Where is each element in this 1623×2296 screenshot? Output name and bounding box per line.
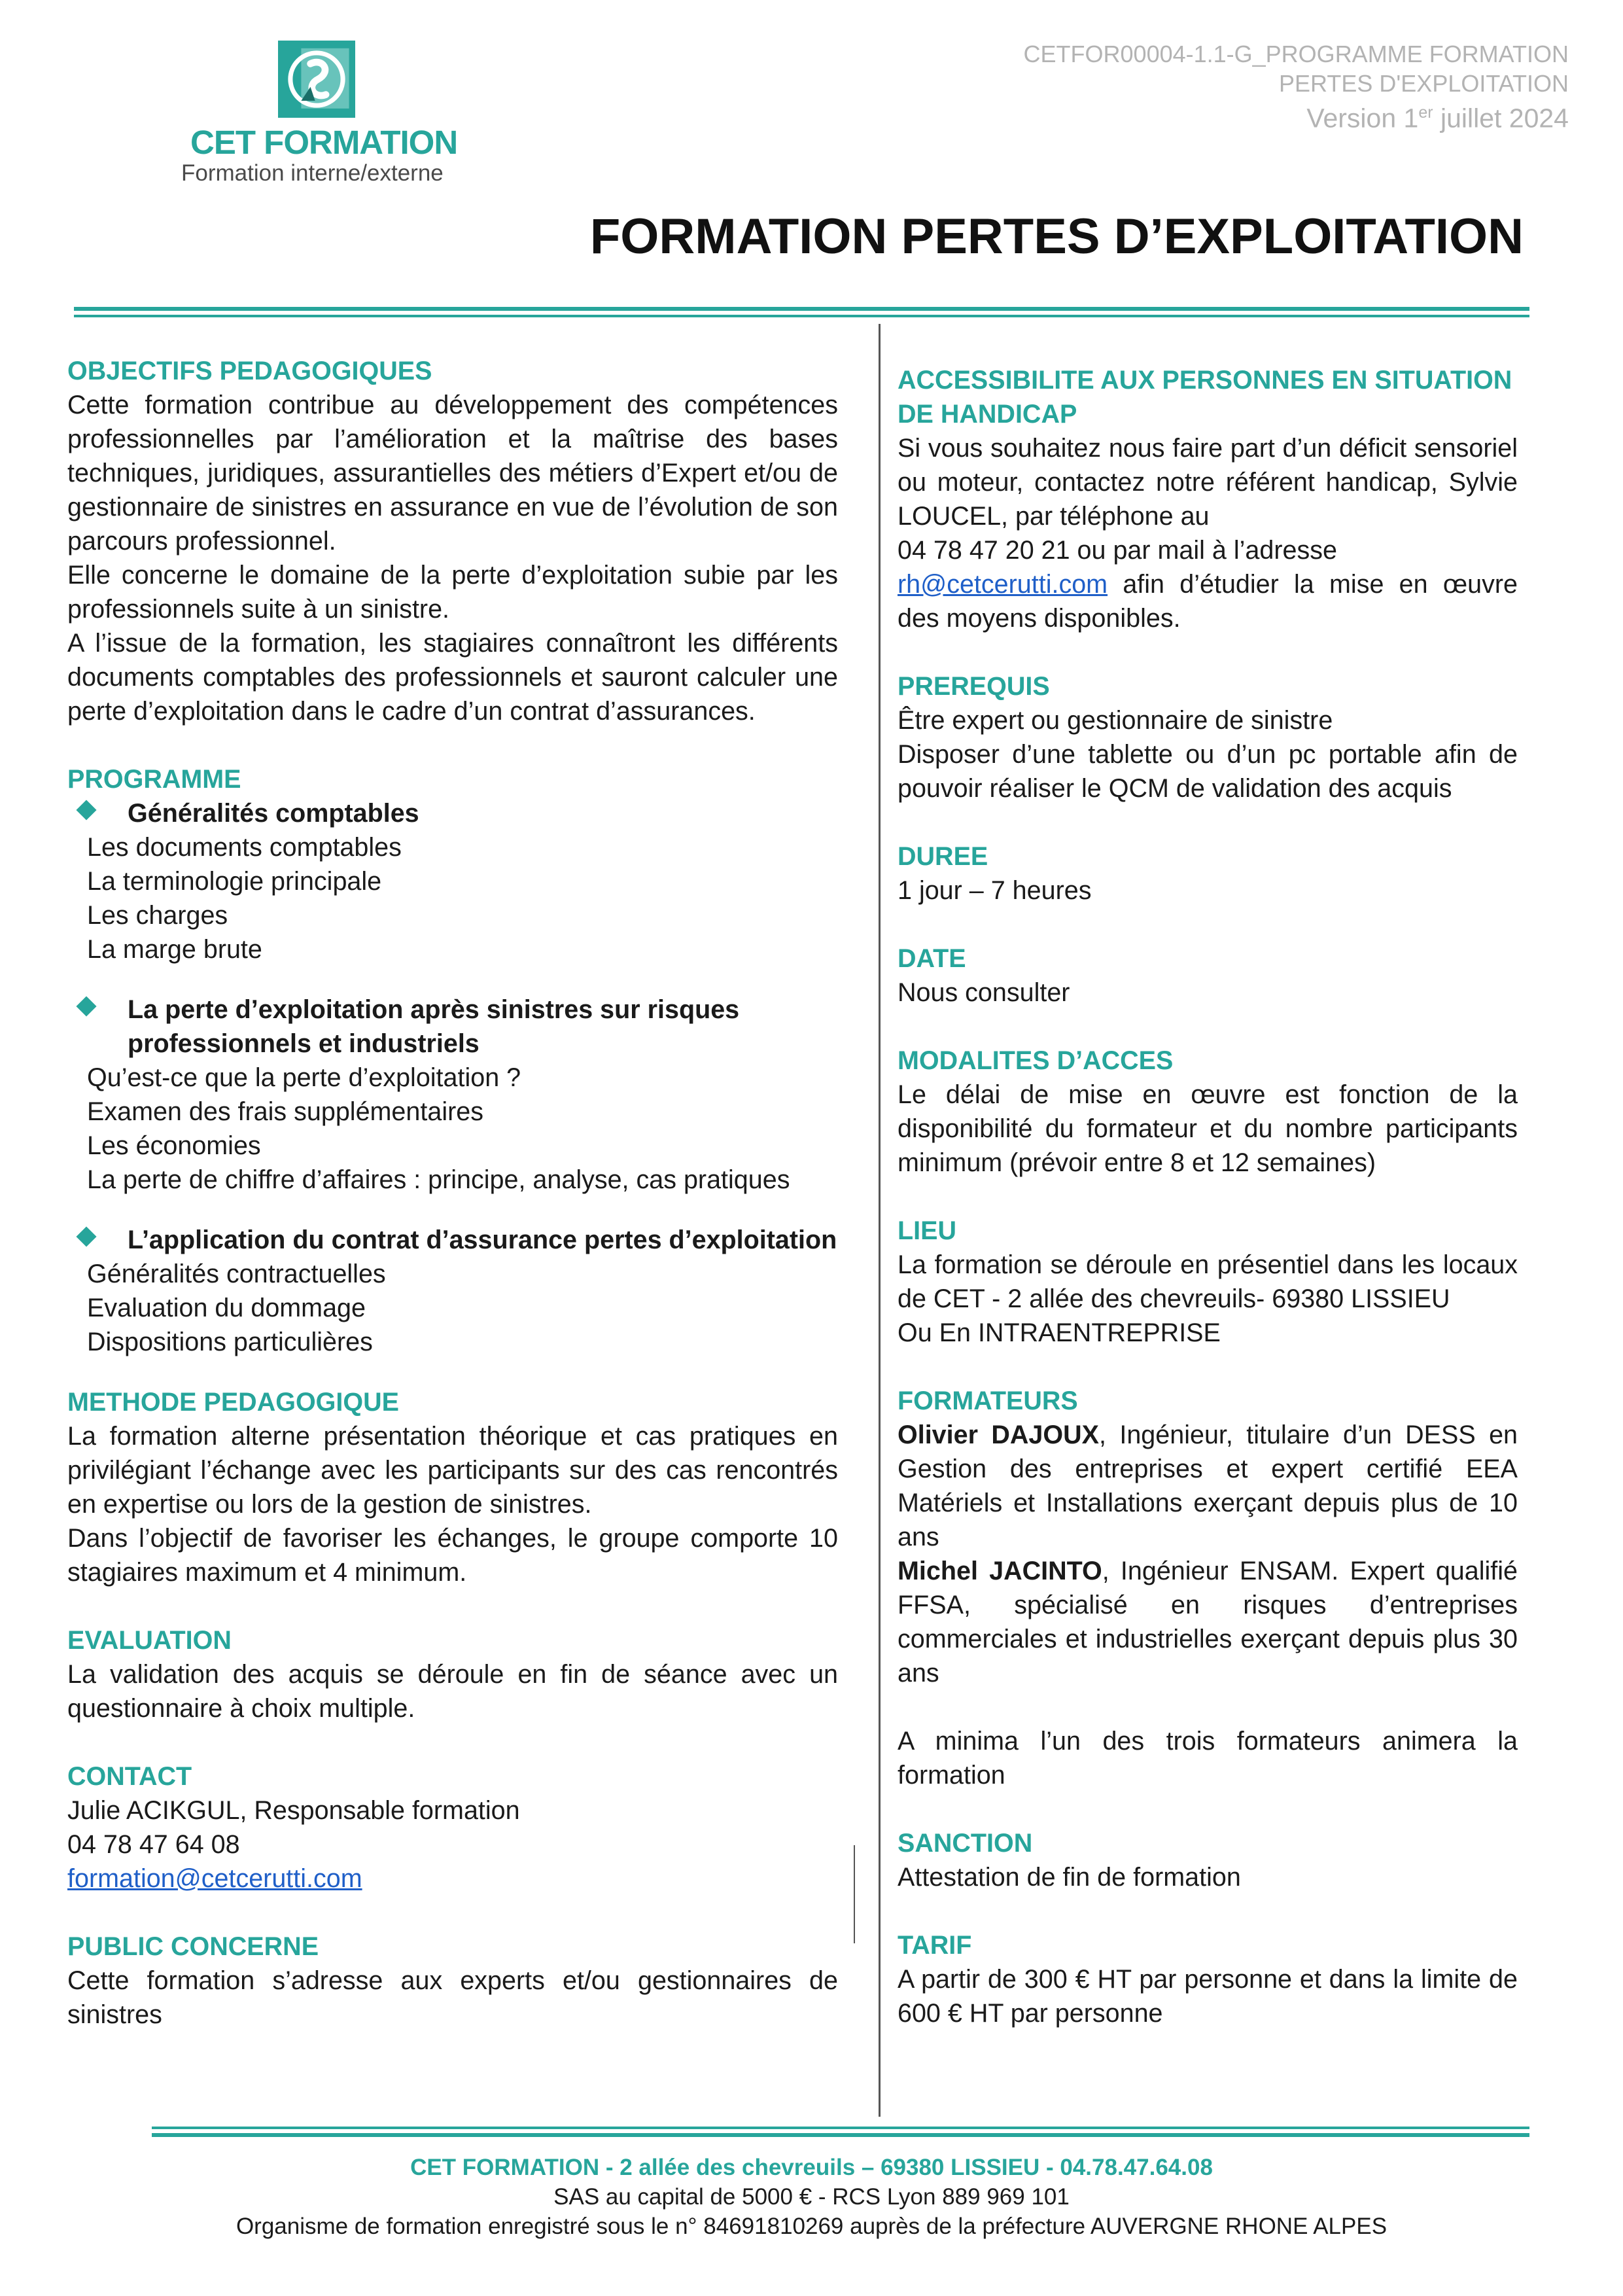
list-item: Les documents comptables — [87, 833, 402, 862]
tarif-heading: TARIF — [898, 1931, 972, 1960]
list-item: Les charges — [87, 901, 228, 930]
programme-title-text: La perte d’exploitation après sinistres sur risques professionnels et industriels — [128, 995, 740, 1058]
section-formateurs — [898, 1384, 1518, 1792]
diamond-bullet-icon — [76, 996, 96, 1016]
list-item: Evaluation du dommage — [87, 1294, 366, 1322]
formateur-1-text: , Ingénieur, titulaire d’un DESS en Gestion des entreprises et expert certifié EEA Matériels et Installations exerçant depuis plus de 10 ans — [898, 1421, 1518, 1551]
methode-paragraph-1: La formation alterne présentation théorique et cas pratiques en privilégiant l’échange avec les participants sur des cas rencontrés en expertise ou lors de la gestion de sinistres. — [67, 1422, 838, 1519]
duree-value: 1 jour – 7 heures — [898, 876, 1092, 905]
formateurs-heading: FORMATEURS — [898, 1386, 1078, 1415]
accessibilite-text: afin d’étudier la mise en œuvre des moyens disponibles. — [898, 570, 1518, 633]
section-programme — [67, 762, 838, 1359]
left-column — [67, 354, 838, 2066]
cet-logo-icon — [278, 41, 355, 118]
contact-phone: 04 78 47 64 08 — [67, 1830, 240, 1859]
programme-block — [67, 796, 838, 966]
footer-rule-top — [152, 2127, 1529, 2129]
page-title: FORMATION PERTES D’EXPLOITATION — [589, 209, 1524, 264]
version-prefix: Version 1 — [1306, 103, 1419, 133]
methode-heading: METHODE PEDAGOGIQUE — [67, 1388, 399, 1417]
company-logo — [173, 41, 461, 191]
footer-line-3: Organisme de formation enregistré sous le n° 84691810269 auprès de la préfecture AUVERGNE RHONE ALPES — [236, 2214, 1387, 2239]
document-reference — [1024, 39, 1569, 133]
formateur-1-name: Olivier DAJOUX — [898, 1421, 1099, 1449]
section-evaluation — [67, 1623, 838, 1725]
accessibilite-paragraph-1: Si vous souhaitez nous faire part d’un déficit sensoriel ou moteur, contactez notre référent handicap, Sylvie LOUCEL, par téléphone au — [898, 434, 1518, 531]
objectifs-paragraph-1: Cette formation contribue au développement des compétences professionnelles par l’amélioration et la maîtrise des bases techniques, juridiques, assurantielles des métiers d’Expert et/ou de gestionnaire de sinistres en assurance en vue de l’évolution de son parcours professionnel. — [67, 391, 838, 556]
list-item: Généralités contractuelles — [87, 1260, 386, 1288]
section-contact — [67, 1759, 838, 1896]
docref-version — [1024, 98, 1569, 133]
lieu-heading: LIEU — [898, 1216, 956, 1245]
footer-rule-bottom — [152, 2133, 1529, 2137]
date-value: Nous consulter — [898, 978, 1070, 1007]
contact-name: Julie ACIKGUL, Responsable formation — [67, 1796, 520, 1825]
section-accessibilite — [898, 363, 1518, 635]
modalites-paragraph: Le délai de mise en œuvre est fonction de la disponibilité du formateur et du nombre participants minimum (prévoir entre 8 et 12 semaines) — [898, 1080, 1518, 1177]
prerequis-line-2: Disposer d’une tablette ou d’un pc portable afin de pouvoir réaliser le QCM de validation des acquis — [898, 740, 1518, 803]
programme-heading: PROGRAMME — [67, 765, 241, 794]
list-item: Dispositions particulières — [87, 1328, 373, 1356]
modalites-heading: MODALITES D’ACCES — [898, 1046, 1174, 1075]
evaluation-heading: EVALUATION — [67, 1626, 232, 1655]
column-divider — [879, 324, 881, 2117]
lieu-line-2: Ou En INTRAENTREPRISE — [898, 1318, 1221, 1347]
right-column — [898, 363, 1518, 2064]
evaluation-paragraph: La validation des acquis se déroule en fin de séance avec un questionnaire à choix multiple. — [67, 1660, 838, 1723]
public-paragraph: Cette formation s’adresse aux experts et/ou gestionnaires de sinistres — [67, 1966, 838, 2029]
section-objectifs — [67, 354, 838, 728]
header-rule-top — [74, 307, 1529, 311]
docref-line2: PERTES D'EXPLOITATION — [1279, 70, 1569, 97]
section-public — [67, 1930, 838, 2032]
list-item: Examen des frais supplémentaires — [87, 1097, 483, 1126]
formateur-2-text: , Ingénieur ENSAM. Expert qualifié FFSA, spécialisé en risques d’entreprises commerciales et industrielles exerçant depuis plus 30 ans — [898, 1557, 1518, 1687]
section-date — [898, 942, 1518, 1010]
programme-block-title — [67, 1223, 838, 1257]
diamond-bullet-icon — [76, 800, 96, 820]
objectifs-heading: OBJECTIFS PEDAGOGIQUES — [67, 357, 432, 385]
objectifs-paragraph-2: Elle concerne le domaine de la perte d’exploitation subie par les professionnels suite à un sinistre. — [67, 561, 838, 624]
prerequis-heading: PREREQUIS — [898, 672, 1050, 701]
programme-title-text: Généralités comptables — [128, 799, 419, 828]
section-tarif — [898, 1928, 1518, 2030]
accessibilite-paragraph-3 — [898, 567, 1518, 635]
formateurs-note: A minima l’un des trois formateurs animera la formation — [898, 1727, 1518, 1790]
methode-paragraph-2: Dans l’objectif de favoriser les échanges, le groupe comporte 10 stagiaires maximum et 4 minimum. — [67, 1524, 838, 1587]
section-duree — [898, 839, 1518, 908]
docref-line1: CETFOR00004-1.1-G_PROGRAMME FORMATION — [1023, 41, 1569, 67]
logo-subtitle: Formation interne/externe — [181, 160, 444, 186]
formateur-2-name: Michel JACINTO — [898, 1557, 1102, 1585]
section-lieu — [898, 1214, 1518, 1350]
version-sup: er — [1418, 103, 1433, 122]
diamond-bullet-icon — [76, 1226, 96, 1246]
section-prerequis — [898, 669, 1518, 805]
duree-heading: DUREE — [898, 842, 988, 871]
programme-block — [67, 1223, 838, 1359]
programme-block-title — [67, 796, 838, 830]
spacer — [898, 1690, 1518, 1724]
objectifs-paragraph-3: A l’issue de la formation, les stagiaires connaîtront les différents documents comptables des professionnels et sauront calculer une perte d’exploitation dans le cadre d’un contrat d’assurances. — [67, 629, 838, 726]
tarif-paragraph: A partir de 300 € HT par personne et dans la limite de 600 € HT par personne — [898, 1965, 1518, 2028]
contact-email-link[interactable]: formation@cetcerutti.com — [67, 1864, 362, 1893]
version-suffix: juillet 2024 — [1433, 103, 1569, 133]
formateur-2 — [898, 1554, 1518, 1690]
column-divider-short — [854, 1845, 855, 1943]
section-modalites — [898, 1044, 1518, 1180]
footer-line-2: SAS au capital de 5000 € - RCS Lyon 889 969 101 — [553, 2184, 1070, 2210]
accessibilite-heading: ACCESSIBILITE AUX PERSONNES EN SITUATION DE HANDICAP — [898, 366, 1512, 429]
list-item: La terminologie principale — [87, 867, 382, 896]
header-rule-bottom — [74, 315, 1529, 317]
sanction-value: Attestation de fin de formation — [898, 1863, 1241, 1892]
page-footer — [0, 2153, 1623, 2241]
contact-heading: CONTACT — [67, 1762, 192, 1791]
lieu-paragraph: La formation se déroule en présentiel dans les locaux de CET - 2 allée des chevreuils- 69380 LISSIEU — [898, 1250, 1518, 1313]
section-methode — [67, 1385, 838, 1589]
programme-title-text: L’application du contrat d’assurance pertes d’exploitation — [128, 1226, 837, 1254]
accessibilite-email-link[interactable]: rh@cetcerutti.com — [898, 570, 1108, 599]
formateur-1 — [898, 1418, 1518, 1554]
prerequis-line-1: Être expert ou gestionnaire de sinistre — [898, 706, 1333, 735]
programme-block — [67, 993, 838, 1197]
accessibilite-phone-line: 04 78 47 20 21 ou par mail à l’adresse — [898, 536, 1337, 565]
list-item: Les économies — [87, 1131, 261, 1160]
date-heading: DATE — [898, 944, 966, 973]
footer-line-1: CET FORMATION - 2 allée des chevreuils – 69380 LISSIEU - 04.78.47.64.08 — [410, 2155, 1213, 2180]
list-item: Qu’est-ce que la perte d’exploitation ? — [87, 1063, 521, 1092]
list-item: La marge brute — [87, 935, 262, 964]
section-sanction — [898, 1826, 1518, 1894]
sanction-heading: SANCTION — [898, 1829, 1033, 1858]
programme-block-title — [67, 993, 838, 1061]
logo-brand: CET FORMATION — [190, 124, 458, 161]
list-item: La perte de chiffre d’affaires : principe, analyse, cas pratiques — [87, 1165, 790, 1194]
public-heading: PUBLIC CONCERNE — [67, 1932, 319, 1961]
